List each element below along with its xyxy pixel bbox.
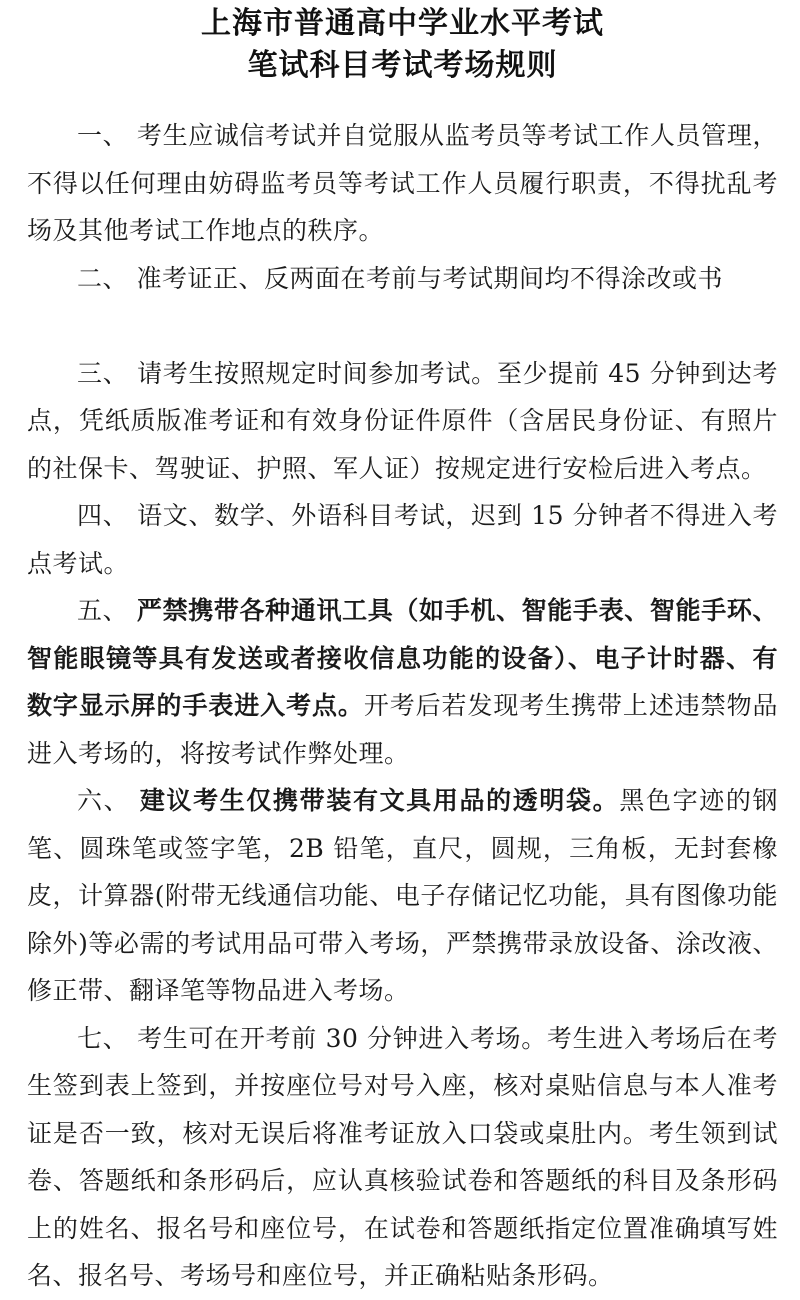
rule-number: 七、 bbox=[77, 1023, 129, 1053]
rule-text: 开考后若发现考生携带上述违禁物品进入考场的，将按考试作弊处理。 bbox=[27, 691, 778, 768]
rules-list bbox=[27, 112, 778, 1300]
rule-2 bbox=[27, 255, 778, 303]
rule-number: 一、 bbox=[77, 121, 129, 150]
rule-number: 五、 bbox=[77, 596, 129, 625]
rule-text: 黑色字迹的钢笔、圆珠笔或签字笔，2B 铅笔，直尺，圆规，三角板，无封套橡皮，计算器(附带无线通信功能、电子存储记忆功能，具有图像功能除外)等必需的考试用品可带入考场，严禁携带录放设备、涂改液、修正带、翻译笔等物品进入考场。 bbox=[27, 786, 778, 1005]
rule-emphasis: 建议考生仅携带装有文具用品的透明袋。 bbox=[139, 786, 620, 815]
rule-number: 四、 bbox=[77, 501, 129, 530]
rule-1 bbox=[27, 112, 778, 255]
rule-text: 语文、数学、外语科目考试，迟到 15 分钟者不得进入考点考试。 bbox=[27, 501, 778, 578]
rule-6 bbox=[27, 777, 778, 1015]
rule-number: 三、 bbox=[77, 358, 129, 388]
rule-text: 准考证正、反两面在考前与考试期间均不得涂改或书 bbox=[136, 263, 723, 293]
rule-number: 六、 bbox=[77, 786, 131, 815]
rule-5 bbox=[27, 587, 778, 777]
rule-number: 二、 bbox=[77, 263, 129, 293]
rule-emphasis: 严禁携带各种通讯工具（如手机、智能手表、智能手环、智能眼镜等具有发送或者接收信息功能的设备）、电子计时器、有数字显示屏的手表进入考点。 bbox=[27, 596, 778, 720]
rule-text: 考生应诚信考试并自觉服从监考员等考试工作人员管理，不得以任何理由妨碍监考员等考试工作人员履行职责，不得扰乱考场及其他考试工作地点的秩序。 bbox=[27, 121, 778, 245]
rule-text: 请考生按照规定时间参加考试。至少提前 45 分钟到达考点，凭纸质版准考证和有效身份证件原件（含居民身份证、有照片的社保卡、驾驶证、护照、军人证）按规定进行安检后进入考点。 bbox=[27, 358, 778, 483]
rule-3 bbox=[27, 350, 778, 493]
document-title-line2: 笔试科目考试考场规则 bbox=[247, 48, 558, 83]
document-title-line1: 上海市普通高中学业水平考试 bbox=[201, 6, 604, 41]
rule-4 bbox=[27, 492, 778, 587]
rule-text: 考生可在开考前 30 分钟进入考场。考生进入考场后在考生签到表上签到，并按座位号对号入座，核对桌贴信息与本人准考证是否一致，核对无误后将准考证放入口袋或桌肚内。考生领到试卷、答题纸和条形码后，应认真核验试卷和答题纸的科目及条形码上的姓名、报名号和座位号，在试卷和答题纸指定位置准确填写姓名、报名号、考场号和座位号，并正确粘贴条形码。 bbox=[27, 1023, 778, 1290]
rule-7 bbox=[27, 1015, 778, 1300]
